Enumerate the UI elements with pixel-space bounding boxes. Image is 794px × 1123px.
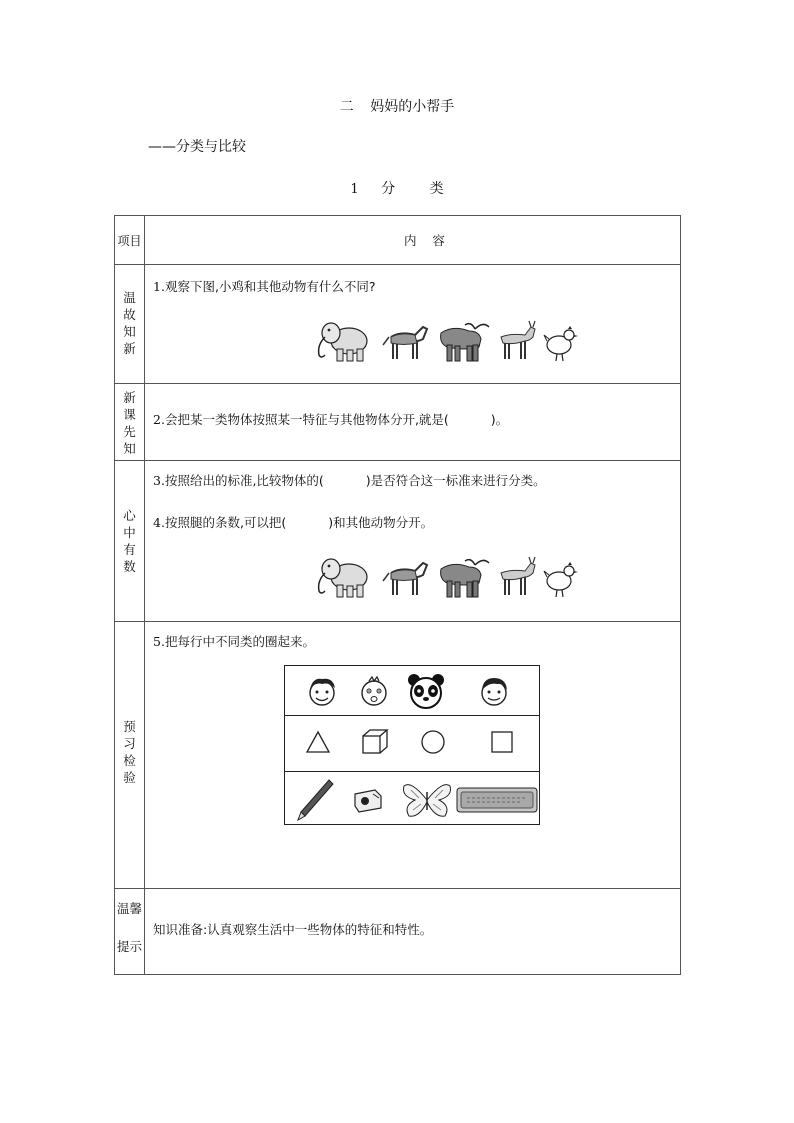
horse-icon (381, 319, 431, 363)
elephant-icon (313, 319, 377, 363)
classification-grid (284, 665, 540, 825)
tip-text: 知识准备:认真观察生活中一些物体的特征和特性。 (153, 922, 433, 937)
col-content-header (145, 216, 681, 265)
tip-label-part2: 提示 (116, 939, 142, 954)
question-1-number: 1. (153, 279, 165, 294)
elephant-icon (313, 555, 377, 599)
pencil-case-icon[interactable] (455, 784, 539, 816)
row-content-know (145, 461, 681, 622)
question-5-text: 把每行中不同类的圈起来。 (164, 634, 315, 649)
grid-divider (285, 715, 539, 716)
chicken-icon (543, 559, 579, 599)
col-item-label: 项目 (117, 233, 142, 248)
grid-divider (285, 771, 539, 772)
table-row-check (115, 622, 681, 889)
subtitle: ——分类与比较 (148, 139, 246, 155)
animal-row-2 (313, 555, 579, 599)
row-label-cell (115, 461, 145, 622)
table-header-row (115, 216, 681, 265)
unit-number: 二 (339, 99, 354, 115)
table-row-review (115, 265, 681, 384)
unit-title: 妈妈的小帮手 (370, 99, 455, 115)
pencil-icon[interactable] (295, 778, 335, 822)
cube-icon[interactable] (361, 728, 389, 756)
unit-title-line (0, 96, 794, 116)
question-3-text: 按照给出的标准,比较物体的( (164, 473, 324, 488)
table-row-know (115, 461, 681, 622)
question-2-text: 会把某一类物体按照某一特征与其他物体分开,就是( (164, 412, 449, 427)
question-2-tail: )。 (490, 412, 509, 427)
question-1 (153, 277, 376, 295)
butterfly-icon[interactable] (401, 780, 453, 820)
row-content-preview (145, 384, 681, 461)
boy-face-icon[interactable] (357, 674, 391, 708)
row-label-cell (115, 384, 145, 461)
buffalo-icon (435, 555, 491, 599)
row-label-cell (115, 889, 145, 975)
worksheet-table (114, 215, 681, 975)
tip-label-part1: 温馨 (116, 901, 142, 916)
row-label-check: 预习检验 (123, 719, 136, 785)
row-label-know: 心中有数 (123, 508, 136, 574)
question-4-text: 按照腿的条数,可以把( (164, 515, 287, 530)
table-row-preview (115, 384, 681, 461)
question-4-number: 4. (153, 515, 165, 530)
triangle-icon[interactable] (305, 730, 331, 754)
goat-icon (495, 319, 539, 363)
row-content-check (145, 622, 681, 889)
question-4 (153, 513, 433, 531)
section-title-part1: 分 (381, 181, 396, 197)
goat-icon (495, 555, 539, 599)
boy-face-icon[interactable] (305, 674, 339, 708)
question-5 (153, 632, 315, 650)
question-3-tail: )是否符合这一标准来进行分类。 (365, 473, 546, 488)
row-content-review (145, 265, 681, 384)
question-5-number: 5. (153, 634, 165, 649)
sharpener-icon[interactable] (351, 786, 385, 814)
section-title (0, 178, 794, 198)
question-4-tail: )和其他动物分开。 (328, 515, 434, 530)
circle-icon[interactable] (420, 729, 446, 755)
row-label-review: 温故知新 (123, 290, 136, 356)
col-content-label: 内 容 (403, 233, 445, 248)
table-row-tip (115, 889, 681, 975)
section-title-part2: 类 (429, 181, 444, 197)
row-label-cell (115, 265, 145, 384)
animal-row-1 (313, 319, 579, 363)
boy-face-icon[interactable] (477, 674, 511, 708)
row-label-cell (115, 622, 145, 889)
panda-face-icon[interactable] (407, 672, 445, 710)
question-2-number: 2. (153, 412, 165, 427)
section-number: 1 (350, 182, 359, 197)
row-content-tip (145, 889, 681, 975)
buffalo-icon (435, 319, 491, 363)
question-3 (153, 471, 546, 489)
row-label-preview: 新课先知 (123, 390, 136, 456)
col-item-header (115, 216, 145, 265)
question-2 (153, 410, 508, 428)
question-3-number: 3. (153, 473, 165, 488)
question-1-text: 观察下图,小鸡和其他动物有什么不同? (164, 279, 376, 294)
chicken-icon (543, 323, 579, 363)
square-icon[interactable] (490, 730, 514, 754)
horse-icon (381, 555, 431, 599)
